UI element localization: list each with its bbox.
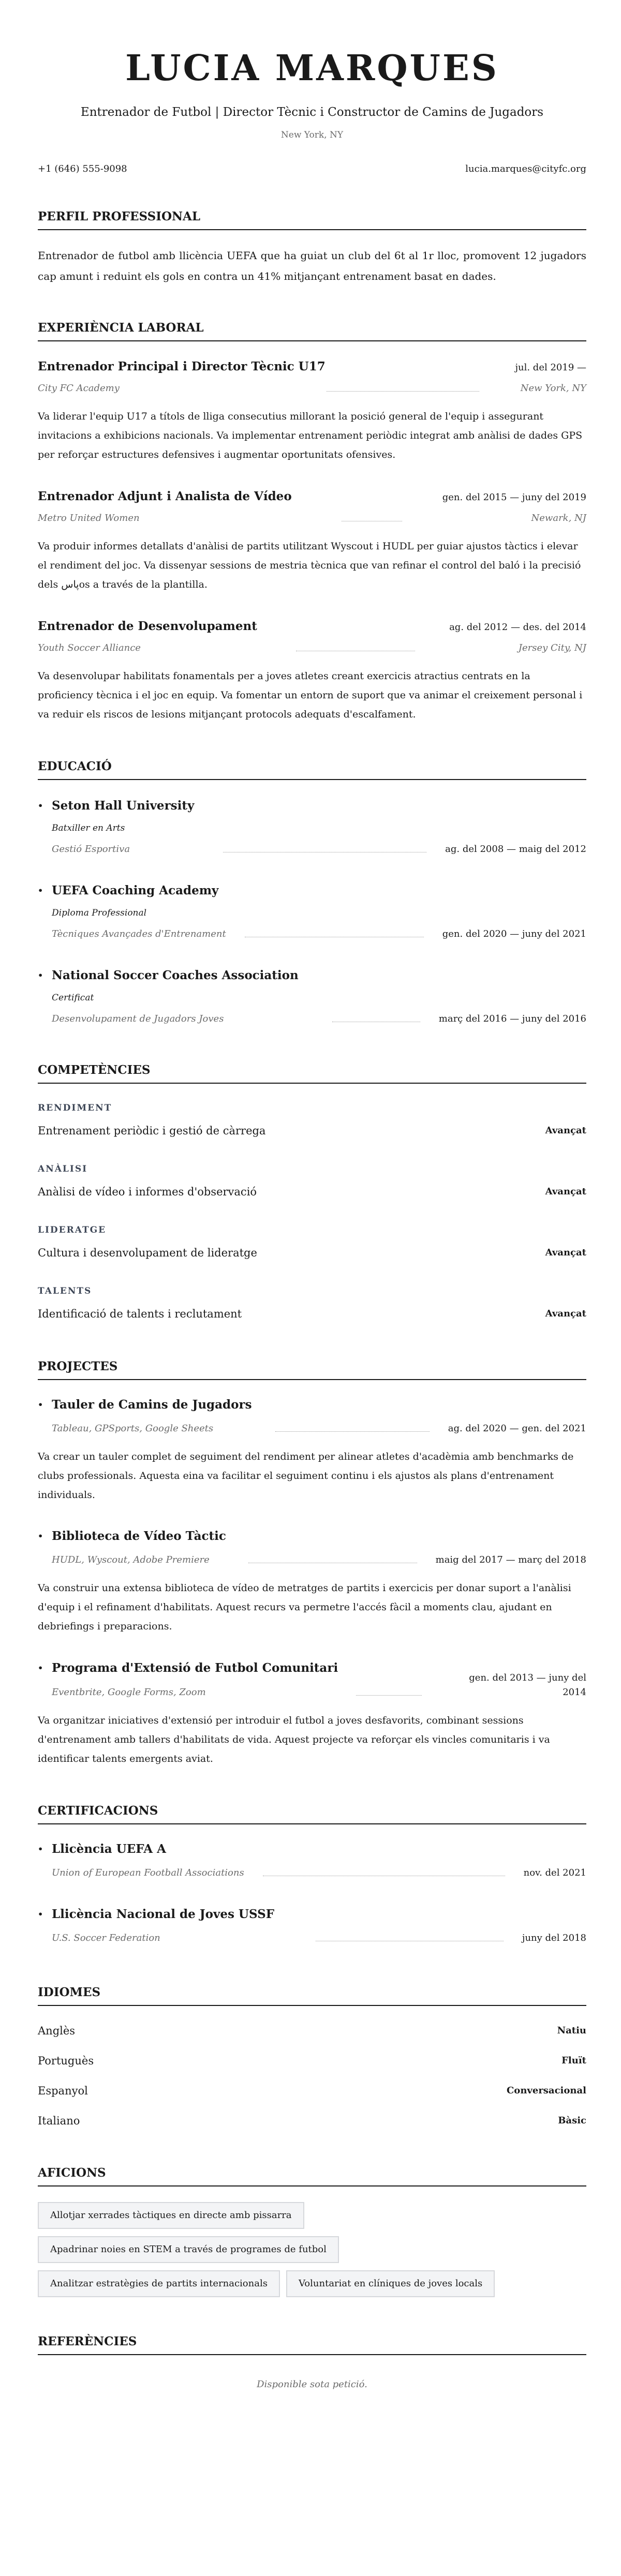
institution-name: • UEFA Coaching Academy	[38, 880, 586, 901]
certification-date: nov. del 2021	[523, 1867, 586, 1878]
language-name: Portuguès	[38, 2055, 94, 2067]
candidate-name: LUCIA MARQUES	[125, 48, 499, 89]
contact-row	[38, 162, 586, 176]
email-link[interactable]: lucia.marques@cityfc.org	[465, 163, 586, 174]
resume-page	[38, 0, 586, 2392]
skill-row	[38, 1306, 586, 1322]
institution-name: • National Soccer Coaches Association	[38, 965, 586, 986]
institution-name: • Seton Hall University	[38, 796, 586, 816]
summary-text: Entrenador de futbol amb llicència UEFA que ha guiat un club del 6t al 1r lloc, promovent 12 jugadors cap amunt i reduint els gols en contra un 41% mitjançant entrenament basat en dades.	[38, 249, 586, 282]
language-row	[38, 2113, 586, 2129]
certification-name: • Llicència UEFA A	[38, 1839, 586, 1860]
skill-category: LIDERATGE	[38, 1225, 107, 1235]
skill-row	[38, 1123, 586, 1139]
project-title: • Biblioteca de Vídeo Tàctic	[38, 1526, 436, 1547]
certifications-section	[38, 1803, 586, 1945]
dotted-leader	[356, 1689, 422, 1696]
interest-tag: Allotjar xerrades tàctiques en directe amb pissarra	[38, 2202, 304, 2229]
certification-entry	[38, 1904, 586, 1945]
dotted-leader	[275, 1426, 430, 1432]
candidate-location: New York, NY	[280, 130, 344, 140]
skill-name: Identificació de talents i reclutament	[38, 1308, 242, 1320]
certification-name: • Llicència Nacional de Joves USSF	[38, 1904, 586, 1925]
project-dates: gen. del 2013 — juny del 2014	[469, 1672, 586, 1698]
skill-level: Avançat	[545, 1186, 586, 1197]
education-dates: ag. del 2008 — maig del 2012	[445, 844, 586, 855]
company-name: Youth Soccer Alliance	[38, 642, 141, 653]
project-tools: Tableau, GPSports, Google Sheets	[52, 1423, 214, 1434]
skill-row	[38, 1245, 586, 1261]
interest-tag: Voluntariat en clíniques de joves locals	[286, 2270, 495, 2297]
interest-tags	[38, 2202, 555, 2297]
section-heading: PROJECTES	[38, 1358, 586, 1380]
skill-category: RENDIMENT	[38, 1103, 112, 1113]
resume-header	[38, 0, 586, 176]
job-dates: gen. del 2015 — juny del 2019	[442, 492, 586, 503]
company-name: City FC Academy	[38, 383, 120, 394]
language-level: Fluït	[561, 2055, 586, 2066]
dotted-leader	[263, 1870, 505, 1876]
project-dates: ag. del 2020 — gen. del 2021	[448, 1423, 586, 1434]
language-row	[38, 2083, 586, 2099]
experience-section	[38, 320, 586, 724]
skills-section	[38, 1062, 586, 1322]
phone-number[interactable]: +1 (646) 555-9098	[38, 163, 127, 174]
references-text: Disponible sota petició.	[257, 2379, 367, 2390]
interest-tag: Analitzar estratègies de partits internacionals	[38, 2270, 280, 2297]
languages-section	[38, 1984, 586, 2129]
language-level: Bàsic	[558, 2115, 586, 2126]
dotted-leader	[332, 1016, 420, 1022]
degree: Certificat	[52, 993, 94, 1003]
dotted-leader	[245, 931, 424, 937]
job-title: Entrenador Principal i Director Tècnic U17	[38, 360, 326, 373]
section-heading: CERTIFICACIONS	[38, 1803, 586, 1824]
interest-tag: Apadrinar noies en STEM a través de programes de futbol	[38, 2236, 339, 2263]
skill-row	[38, 1184, 586, 1200]
project-tools: HUDL, Wyscout, Adobe Premiere	[52, 1554, 210, 1565]
dotted-leader	[248, 1557, 417, 1563]
job-description: Va desenvolupar habilitats fonamentals per a joves atletes creant exercicis atractius centrats en la proficiency tècnica i el joc en equip. Va fomentar un entorn de suport que va animar el creixement personal i va reduir els riscos de lesions mitjançant protocols adequats d'escalfament.	[38, 670, 583, 720]
degree: Batxiller en Arts	[52, 823, 125, 833]
certification-issuer: Union of European Football Associations	[52, 1867, 244, 1878]
project-dates: maig del 2017 — març del 2018	[435, 1554, 586, 1565]
projects-section	[38, 1358, 586, 1769]
education-dates: gen. del 2020 — juny del 2021	[442, 928, 586, 939]
company-name: Metro United Women	[38, 513, 140, 523]
skill-name: Cultura i desenvolupament de lideratge	[38, 1247, 257, 1259]
project-title: • Programa d'Extensió de Futbol Comunitari	[38, 1657, 348, 1679]
project-description: Va construir una extensa biblioteca de vídeo de metratges de partits i exercicis per donar suport a l'anàlisi d'equip i el refinament d'habilitats. Aquest recurs va permetre l'accés fàcil a moments clau, ajudant en debriefings i preparacions.	[38, 1582, 571, 1632]
skill-name: Anàlisi de vídeo i informes d'observació	[38, 1186, 257, 1198]
job-location: New York, NY	[520, 383, 586, 394]
field-of-study: Desenvolupament de Jugadors Joves	[52, 1013, 224, 1024]
dotted-leader	[296, 645, 415, 651]
section-heading: EDUCACIÓ	[38, 758, 586, 780]
language-row	[38, 2053, 586, 2069]
section-heading: PERFIL PROFESSIONAL	[38, 208, 586, 230]
language-name: Italiano	[38, 2115, 80, 2127]
language-level: Natiu	[557, 2025, 586, 2036]
job-entry	[38, 488, 586, 594]
section-heading: REFERÈNCIES	[38, 2333, 586, 2355]
job-entry	[38, 618, 586, 724]
project-entry	[38, 1395, 586, 1505]
education-entry	[38, 796, 586, 857]
job-title: Entrenador Adjunt i Analista de Vídeo	[38, 489, 292, 503]
dotted-leader	[316, 1935, 504, 1941]
job-entry	[38, 358, 586, 465]
project-description: Va crear un tauler complet de seguiment del rendiment per alinear atletes d'acadèmia amb benchmarks de clubs professionals. Aquesta eina va facilitar el seguiment continu i els ajustos als plans d'entrenament individuals.	[38, 1451, 574, 1501]
section-heading: IDIOMES	[38, 1984, 586, 2006]
job-location: Jersey City, NJ	[518, 642, 586, 653]
education-entry	[38, 965, 586, 1026]
references-section	[38, 2333, 586, 2392]
project-entry	[38, 1526, 586, 1636]
field-of-study: Gestió Esportiva	[52, 844, 130, 855]
candidate-title: Entrenador de Futbol | Director Tècnic i Constructor de Camins de Jugadors	[80, 106, 544, 119]
job-title: Entrenador de Desenvolupament	[38, 619, 257, 633]
certification-date: juny del 2018	[522, 1933, 586, 1943]
summary-section	[38, 208, 586, 287]
language-name: Anglès	[38, 2025, 76, 2037]
job-location: Newark, NJ	[531, 513, 586, 523]
field-of-study: Tècniques Avançades d'Entrenament	[52, 928, 226, 939]
job-dates: ag. del 2012 — des. del 2014	[449, 622, 586, 633]
language-row	[38, 2023, 586, 2039]
section-heading: AFICIONS	[38, 2165, 586, 2186]
language-level: Conversacional	[506, 2085, 586, 2096]
project-title: • Tauler de Camins de Jugadors	[38, 1395, 448, 1415]
job-dates: jul. del 2019 —	[515, 362, 586, 373]
skill-level: Avançat	[545, 1125, 586, 1136]
dotted-leader	[342, 515, 402, 521]
skill-level: Avançat	[545, 1247, 586, 1258]
education-section	[38, 758, 586, 1026]
skill-category: TALENTS	[38, 1286, 92, 1296]
project-description: Va organitzar iniciatives d'extensió per introduir el futbol a joves desfavorits, combinant sessions d'entrenament amb tallers d'habilitats de vida. Aquest projecte va reforçar els vincles comunitaris i va identificar talents emergents aviat.	[38, 1715, 550, 1764]
project-tools: Eventbrite, Google Forms, Zoom	[52, 1687, 206, 1698]
project-entry	[38, 1657, 586, 1769]
dotted-leader	[327, 385, 479, 392]
certification-entry	[38, 1839, 586, 1880]
skill-level: Avançat	[545, 1308, 586, 1319]
skill-name: Entrenament periòdic i gestió de càrrega	[38, 1125, 266, 1137]
interests-section	[38, 2165, 586, 2297]
job-description: Va produir informes detallats d'anàlisi de partits utilitzant Wyscout i HUDL per guiar ajustos tàctics i elevar el rendiment del joc. Va dissenyar sessions de mestria tècnica que van refinar el control del baló i la precisió dels پاسos a través de la plantilla.	[38, 541, 581, 590]
job-description: Va liderar l'equip U17 a títols de lliga consecutius millorant la posició general de l'equip i assegurant invitacions a exhibicions nacionals. Va implementar entrenament periòdic integrat amb anàlisi de dades GPS per reforçar estructures defensives i augmentar oportunitats ofensives.	[38, 411, 583, 460]
section-heading: COMPETÈNCIES	[38, 1062, 586, 1084]
language-name: Espanyol	[38, 2085, 88, 2097]
skill-category: ANÀLISI	[38, 1164, 88, 1174]
dotted-leader	[223, 846, 426, 852]
section-heading: EXPERIÈNCIA LABORAL	[38, 320, 586, 341]
education-dates: març del 2016 — juny del 2016	[438, 1013, 586, 1024]
education-entry	[38, 880, 586, 941]
degree: Diploma Professional	[52, 908, 147, 918]
certification-issuer: U.S. Soccer Federation	[52, 1933, 160, 1943]
